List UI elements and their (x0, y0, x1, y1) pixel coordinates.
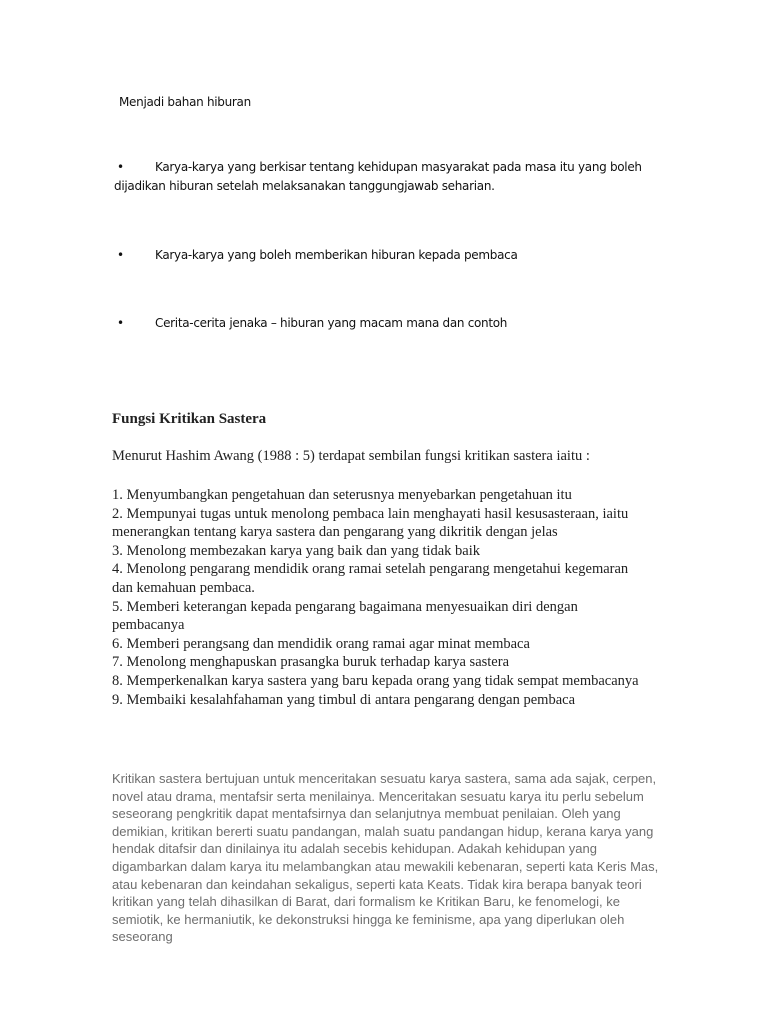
bullet-item (114, 246, 674, 265)
intro-text: Menurut Hashim Awang (1988 : 5) terdapat sembilan fungsi kritikan sastera iaitu : (112, 448, 590, 464)
list-item: 7. Menolong menghapuskan prasangka buruk terhadap karya sastera (112, 654, 510, 671)
list-item: 4. Menolong pengarang mendidik orang ramai setelah pengarang mengetahui kegemaran dan kemahuan pembaca. (112, 561, 629, 596)
bullet-text: Cerita-cerita jenaka – hiburan yang macam mana dan contoh (155, 316, 508, 330)
bullet-dot-icon: • (117, 248, 124, 262)
bullet-item (114, 314, 674, 333)
list-item: 8. Memperkenalkan karya sastera yang baru kepada orang yang tidak sempat membacanya (112, 672, 639, 689)
list-item: 5. Memberi keterangan kepada pengarang bagaimana menyesuaikan diri dengan pembacanya (112, 598, 578, 634)
bullet-text: Karya-karya yang berkisar tentang kehidupan masyarakat pada masa itu yang boleh dijadikan hiburan setelah melaksanakan tanggungjawab seharian. (114, 160, 642, 193)
section-title: Fungsi Kritikan Sastera (112, 411, 267, 427)
list-item: 9. Membaiki kesalahfahaman yang timbul di antara pengarang dengan pembaca (112, 691, 576, 708)
heading-hiburan: Menjadi bahan hiburan (119, 95, 251, 109)
bullet-dot-icon: • (117, 316, 124, 330)
list-item: 6. Memberi perangsang dan mendidik orang ramai agar minat membaca (112, 635, 530, 652)
list-item: 1. Menyumbangkan pengetahuan dan seterusnya menyebarkan pengetahuan itu (112, 487, 572, 503)
bullet-text: Karya-karya yang boleh memberikan hiburan kepada pembaca (155, 248, 518, 262)
fungsi-list (112, 486, 652, 709)
list-item: 3. Menolong membezakan karya yang baik dan yang tidak baik (112, 542, 481, 559)
body-paragraph: Kritikan sastera bertujuan untuk menceritakan sesuatu karya sastera, sama ada sajak, cerpen, novel atau drama, mentafsir serta menilainya. Menceritakan sesuatu karya itu perlu sebelum seseorang pengkritik dapat mentafsirnya dan selanjutnya membuat penilaian. Oleh yang demikian, kritikan bererti suatu pandangan, malah suatu pandangan hidup, kerana karya yang hendak ditafsir dan dinilainya itu adalah secebis kehidupan. Adakah kehidupan yang digambarkan dalam karya itu melambangkan atau mewakili kebenaran, seperti kata Keris Mas, atau kebenaran dan keindahan sekaligus, seperti kata Keats. Tidak kira berapa banyak teori kritikan yang telah dihasilkan di Barat, dari formalism ke Kritikan Baru, ke fenomelogi, ke semiotik, ke hermaniutik, ke dekonstruksi hingga ke feminisme, apa yang diperlukan oleh seseorang (112, 771, 659, 945)
list-item: 2. Mempunyai tugas untuk menolong pembaca lain menghayati hasil kesusasteraan, iaitu menerangkan tentang karya sastera dan pengarang yang dikritik dengan jelas (112, 505, 629, 541)
bullet-item (114, 158, 674, 196)
bullet-dot-icon: • (117, 160, 124, 174)
